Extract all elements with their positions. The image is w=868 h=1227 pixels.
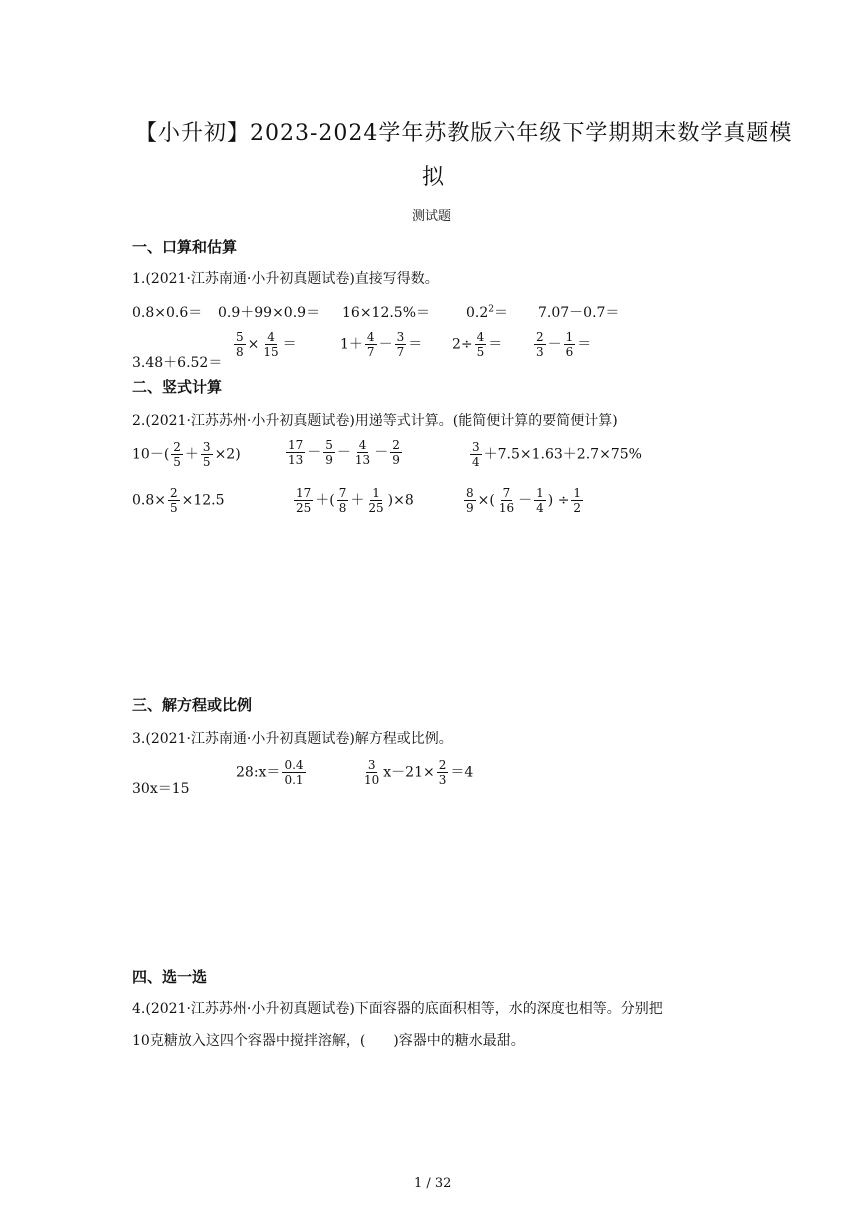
fraction: $\frac{4}{5}$ — [476, 330, 485, 359]
fraction: $\frac{4}{13}$ — [354, 438, 371, 467]
fraction: $\frac{3}{7}$ — [396, 330, 405, 359]
calc-1-5: 7.07－0.7＝ — [538, 305, 620, 321]
calc-1-2: 0.9＋99×0.9＝ — [218, 305, 321, 321]
calc-1-9: 2÷ $\frac{4}{5}$ ＝ — [452, 330, 503, 359]
section-heading-3: 三、解方程或比例 — [132, 696, 253, 714]
fraction: $\frac{3}{4}$ — [472, 440, 480, 469]
section-heading-4: 四、选一选 — [132, 968, 208, 986]
fraction: $\frac{0.4}{0.1}$ — [284, 758, 304, 787]
calc-2-1: 10－( $\frac{2}{5}$ ＋ $\frac{3}{5}$ ×2) — [132, 440, 241, 469]
calc-2-6: $\frac{8}{9}$ ×( $\frac{7}{16}$ － $\frac{1}{4}$ ) ÷ $\frac{1}{2}$ — [466, 486, 582, 515]
fraction: $\frac{4}{7}$ — [366, 330, 375, 359]
doc-title-line1: 【小升初】2023-2024学年苏教版六年级下学期期末数学真题模 — [135, 121, 793, 146]
calc-2-5: $\frac{17}{25}$ ＋( $\frac{7}{8}$ ＋ $\frac{1}{25}$ )×8 — [296, 486, 414, 515]
fraction: $\frac{1}{6}$ — [565, 330, 574, 359]
doc-subtitle: 测试题 — [412, 209, 452, 224]
calc-1-7: $\frac{5}{8}$ × $\frac{4}{15}$ ＝ — [236, 330, 297, 359]
question-2: 2.(2021·江苏苏州·小升初真题试卷)用递等式计算。(能简便计算的要简便计算) — [132, 413, 618, 429]
fraction: $\frac{1}{4}$ — [536, 486, 544, 515]
calc-2-4: 0.8× $\frac{2}{5}$ ×12.5 — [132, 486, 225, 515]
fraction: $\frac{1}{25}$ — [368, 486, 384, 515]
calc-2-2: $\frac{17}{13}$ － $\frac{5}{9}$ － $\frac{4}{13}$ － $\frac{2}{9}$ — [288, 438, 400, 467]
calc-1-6: 3.48＋6.52＝ — [132, 355, 223, 371]
fraction: $\frac{2}{9}$ — [392, 438, 400, 467]
calc-1-4-eq: ＝ — [494, 305, 508, 321]
calc-1-1: 0.8×0.6＝ — [132, 305, 203, 321]
calc-1-3: 16×12.5%＝ — [342, 305, 431, 321]
calc-1-8: 1＋ $\frac{4}{7}$ － $\frac{3}{7}$ ＝ — [340, 330, 423, 359]
fraction: $\frac{2}{3}$ — [536, 330, 544, 359]
fraction: $\frac{3}{5}$ — [202, 440, 211, 469]
fraction: $\frac{5}{8}$ — [236, 330, 244, 359]
calc-1-4 — [466, 302, 508, 322]
section-heading-2: 二、竖式计算 — [132, 378, 223, 396]
fraction: $\frac{17}{13}$ — [288, 438, 304, 467]
calc-1-4-base: 0.2 — [466, 305, 489, 321]
page-number: 1 / 32 — [414, 1176, 452, 1191]
calc-1-10: $\frac{2}{3}$ － $\frac{1}{6}$ ＝ — [536, 330, 592, 359]
fraction: $\frac{4}{15}$ — [263, 330, 279, 359]
fraction: $\frac{2}{3}$ — [438, 758, 447, 787]
fraction: $\frac{3}{10}$ — [364, 758, 380, 787]
question-4-line1: 4.(2021·江苏苏州·小升初真题试卷)下面容器的底面积相等，水的深度也相等。分别把 — [132, 1001, 663, 1017]
question-4-line2: 10克糖放入这四个容器中搅拌溶解，( )容器中的糖水最甜。 — [132, 1033, 525, 1049]
equation-3-3: $\frac{3}{10}$ x－21× $\frac{2}{3}$ ＝4 — [364, 758, 474, 787]
question-1: 1.(2021·江苏南通·小升初真题试卷)直接写得数。 — [132, 271, 439, 287]
equation-3-2: 28:x＝ $\frac{0.4}{0.1}$ — [236, 758, 304, 787]
fraction: $\frac{5}{9}$ — [325, 438, 333, 467]
section-heading-1: 一、口算和估算 — [132, 238, 238, 256]
fraction: $\frac{7}{16}$ — [498, 486, 515, 515]
question-3: 3.(2021·江苏南通·小升初真题试卷)解方程或比例。 — [132, 731, 453, 747]
fraction: $\frac{1}{2}$ — [573, 486, 582, 515]
fraction: $\frac{2}{5}$ — [170, 486, 178, 515]
calc-2-3: $\frac{3}{4}$ ＋7.5×1.63＋2.7×75% — [472, 440, 642, 469]
calc-1-4-exp: 2 — [488, 304, 494, 315]
doc-title-line2: 拟 — [422, 165, 446, 190]
fraction: $\frac{8}{9}$ — [466, 486, 474, 515]
equation-3-1: 30x＝15 — [132, 781, 190, 797]
fraction: $\frac{2}{5}$ — [173, 440, 181, 469]
fraction: $\frac{7}{8}$ — [338, 486, 347, 515]
fraction: $\frac{17}{25}$ — [296, 486, 312, 515]
